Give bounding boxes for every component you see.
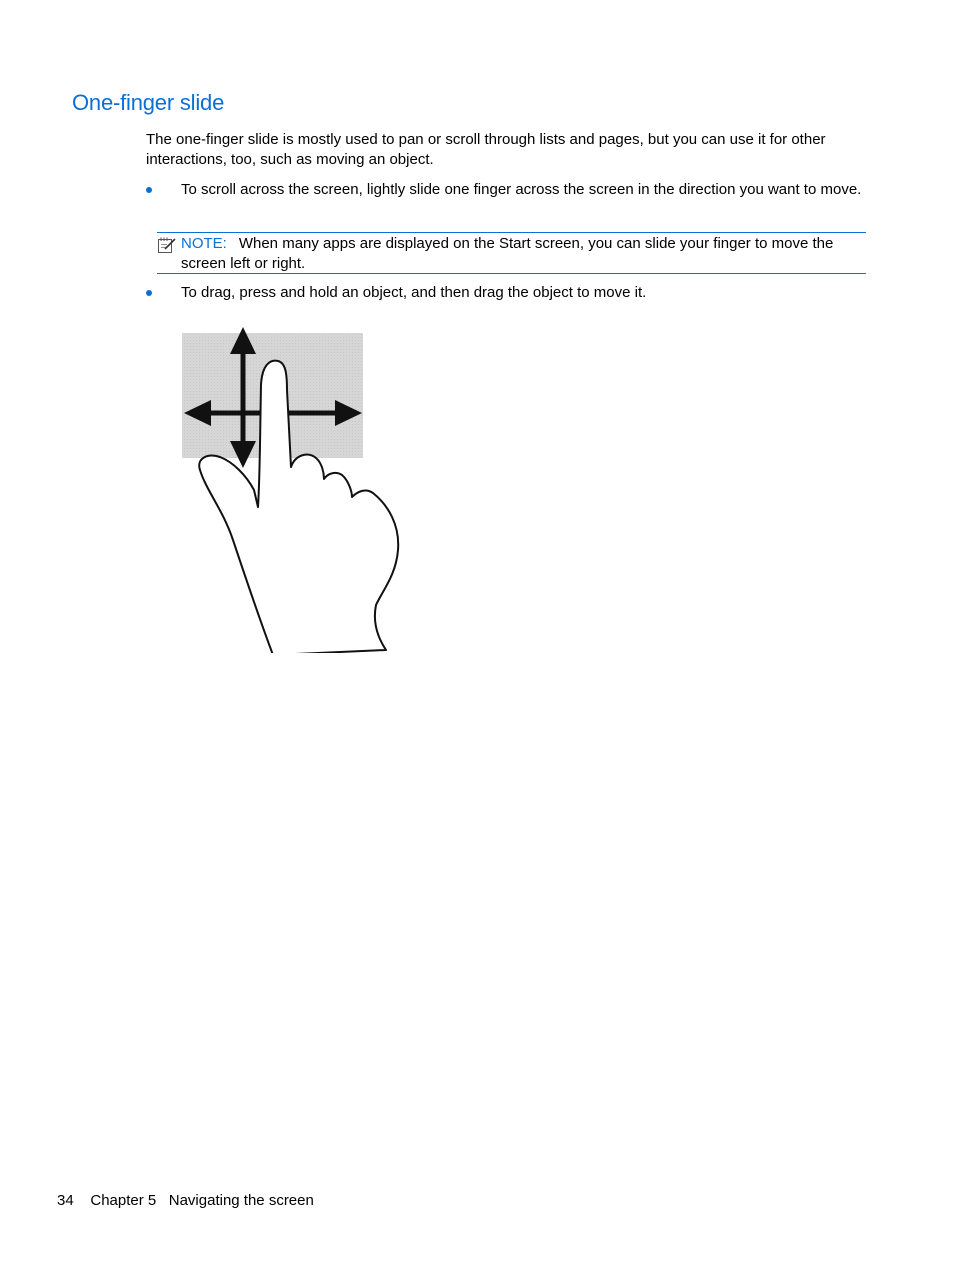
intro-paragraph: The one-finger slide is mostly used to pan or scroll through lists and pages, but you can use it for other interactions, too, such as moving an object. — [146, 131, 826, 168]
list-item-text: To scroll across the screen, lightly slide one finger across the screen in the direction you want to move. — [181, 181, 862, 198]
note-body — [181, 234, 866, 274]
page-number: 34 — [57, 1192, 74, 1209]
bullet-dot — [146, 290, 152, 296]
bullet-dot — [146, 187, 152, 193]
page-title: One-finger slide — [72, 90, 225, 115]
note-pad-icon — [157, 236, 177, 254]
chapter-label: Chapter 5 — [90, 1192, 157, 1209]
list-item-text: To drag, press and hold an object, and then drag the object to move it. — [181, 284, 647, 301]
note-label: NOTE: — [181, 235, 227, 252]
note-text: When many apps are displayed on the Start screen, you can slide your finger to move the screen left or right. — [181, 235, 834, 272]
page-footer — [57, 1191, 314, 1211]
chapter-title: Navigating the screen — [168, 1192, 314, 1209]
note-box — [157, 232, 866, 274]
one-finger-slide-illustration — [178, 325, 403, 660]
